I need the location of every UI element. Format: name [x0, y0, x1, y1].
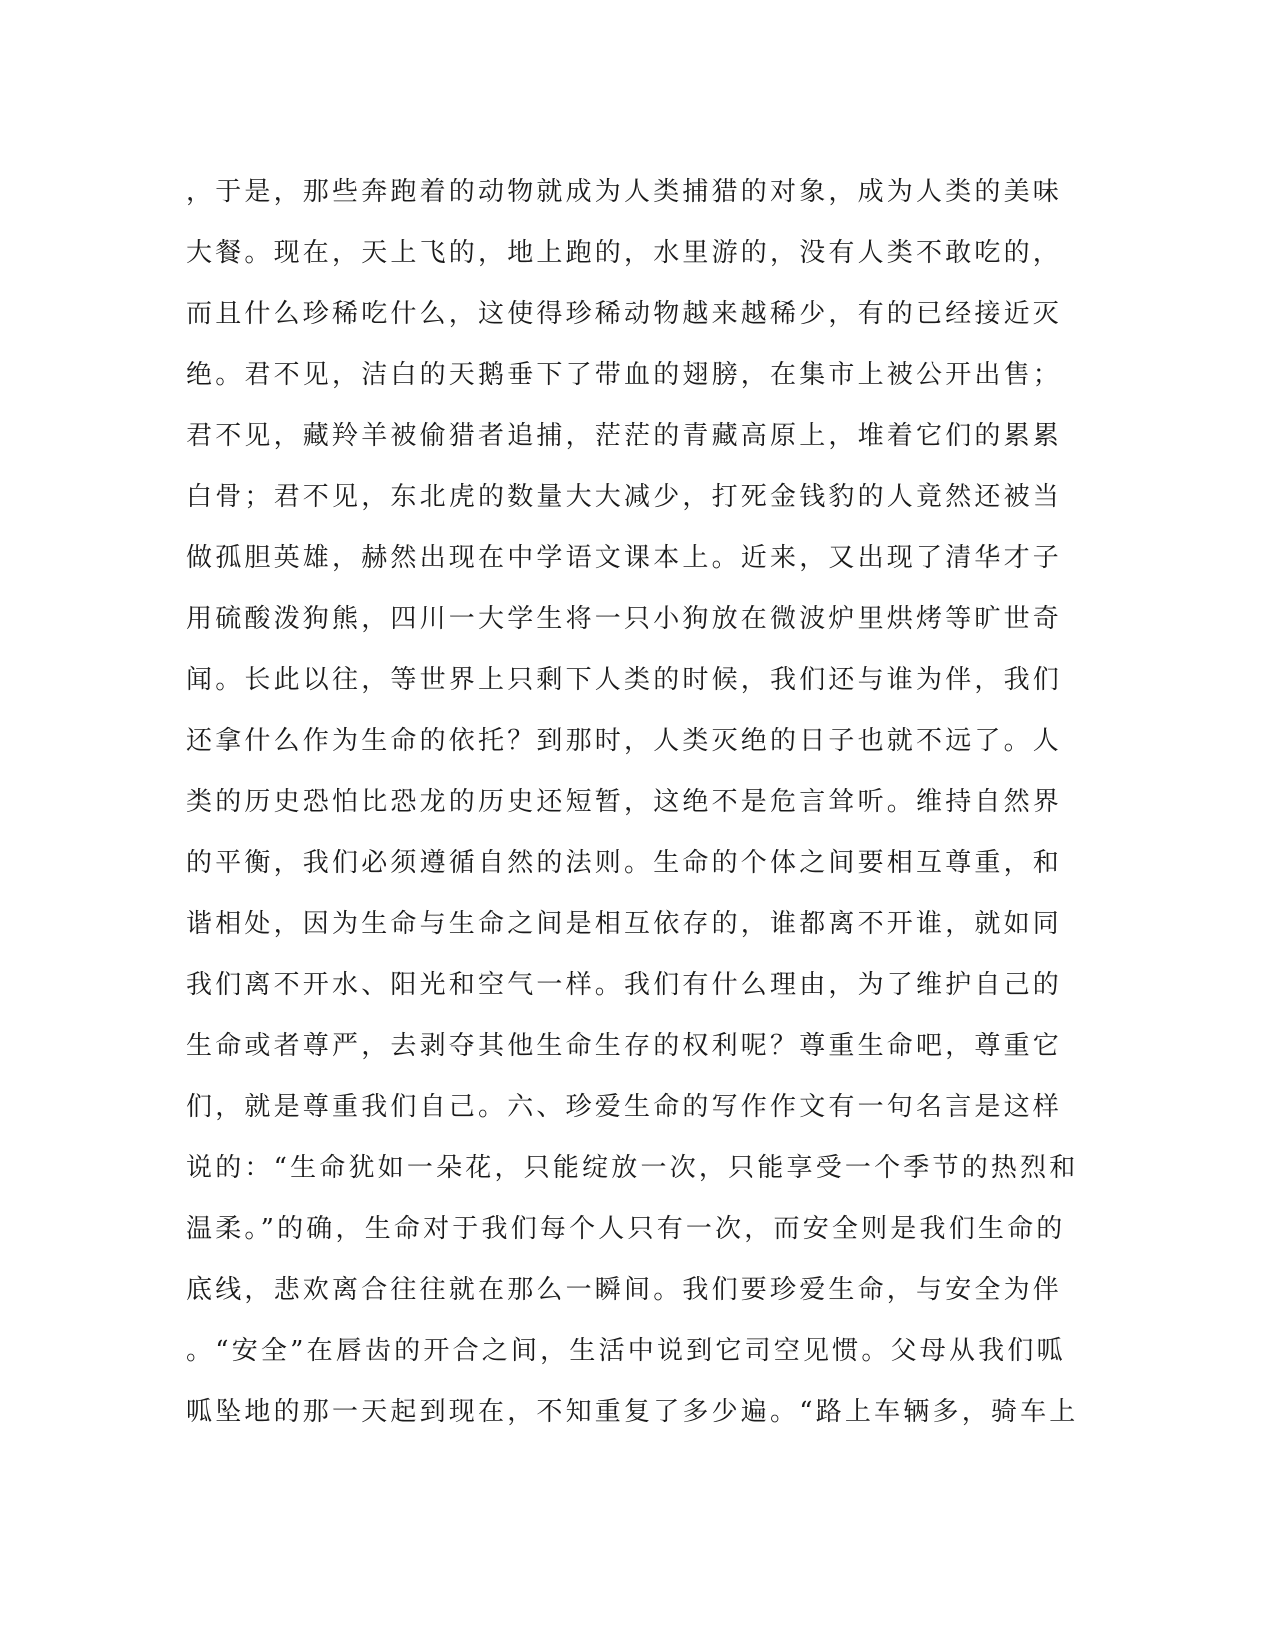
text-line: 闻。长此以往，等世界上只剩下人类的时候，我们还与谁为伴，我们 — [186, 665, 1063, 695]
text-line: 白骨；君不见，东北虎的数量大大减少，打死金钱豹的人竟然还被当 — [186, 482, 1063, 512]
text-line: 谐相处，因为生命与生命之间是相互依存的，谁都离不开谁，就如同 — [186, 909, 1063, 939]
text-line: 绝。君不见，洁白的天鹅垂下了带血的翅膀，在集市上被公开出售； — [186, 360, 1063, 390]
text-line: 大餐。现在，天上飞的，地上跑的，水里游的，没有人类不敢吃的， — [186, 238, 1063, 268]
text-line: ，于是，那些奔跑着的动物就成为人类捕猎的对象，成为人类的美味 — [186, 177, 1063, 207]
text-line: 类的历史恐怕比恐龙的历史还短暂，这绝不是危言耸听。维持自然界 — [186, 787, 1063, 817]
text-line: 说的：“生命犹如一朵花，只能绽放一次，只能享受一个季节的热烈和 — [186, 1153, 1079, 1183]
text-line: 底线，悲欢离合往往就在那么一瞬间。我们要珍爱生命，与安全为伴 — [186, 1275, 1063, 1305]
text-line: 生命或者尊严，去剥夺其他生命生存的权利呢？尊重生命吧，尊重它 — [186, 1031, 1063, 1061]
text-line: 的平衡，我们必须遵循自然的法则。生命的个体之间要相互尊重，和 — [186, 848, 1063, 878]
body-text — [186, 162, 1086, 1443]
text-line: 们，就是尊重我们自己。六、珍爱生命的写作作文有一句名言是这样 — [186, 1092, 1063, 1122]
text-line: 还拿什么作为生命的依托？到那时，人类灭绝的日子也就不远了。人 — [186, 726, 1063, 756]
text-line: 用硫酸泼狗熊，四川一大学生将一只小狗放在微波炉里烘烤等旷世奇 — [186, 604, 1063, 634]
text-line: 做孤胆英雄，赫然出现在中学语文课本上。近来，又出现了清华才子 — [186, 543, 1063, 573]
text-line: 而且什么珍稀吃什么，这使得珍稀动物越来越稀少，有的已经接近灭 — [186, 299, 1063, 329]
text-line: 呱坠地的那一天起到现在，不知重复了多少遍。“路上车辆多，骑车上 — [186, 1397, 1079, 1427]
text-line: 君不见，藏羚羊被偷猎者追捕，茫茫的青藏高原上，堆着它们的累累 — [186, 421, 1063, 451]
text-line: 。“安全”在唇齿的开合之间，生活中说到它司空见惯。父母从我们呱 — [186, 1336, 1066, 1366]
text-line: 温柔。”的确，生命对于我们每个人只有一次，而安全则是我们生命的 — [186, 1214, 1066, 1244]
text-line: 我们离不开水、阳光和空气一样。我们有什么理由，为了维护自己的 — [186, 970, 1063, 1000]
